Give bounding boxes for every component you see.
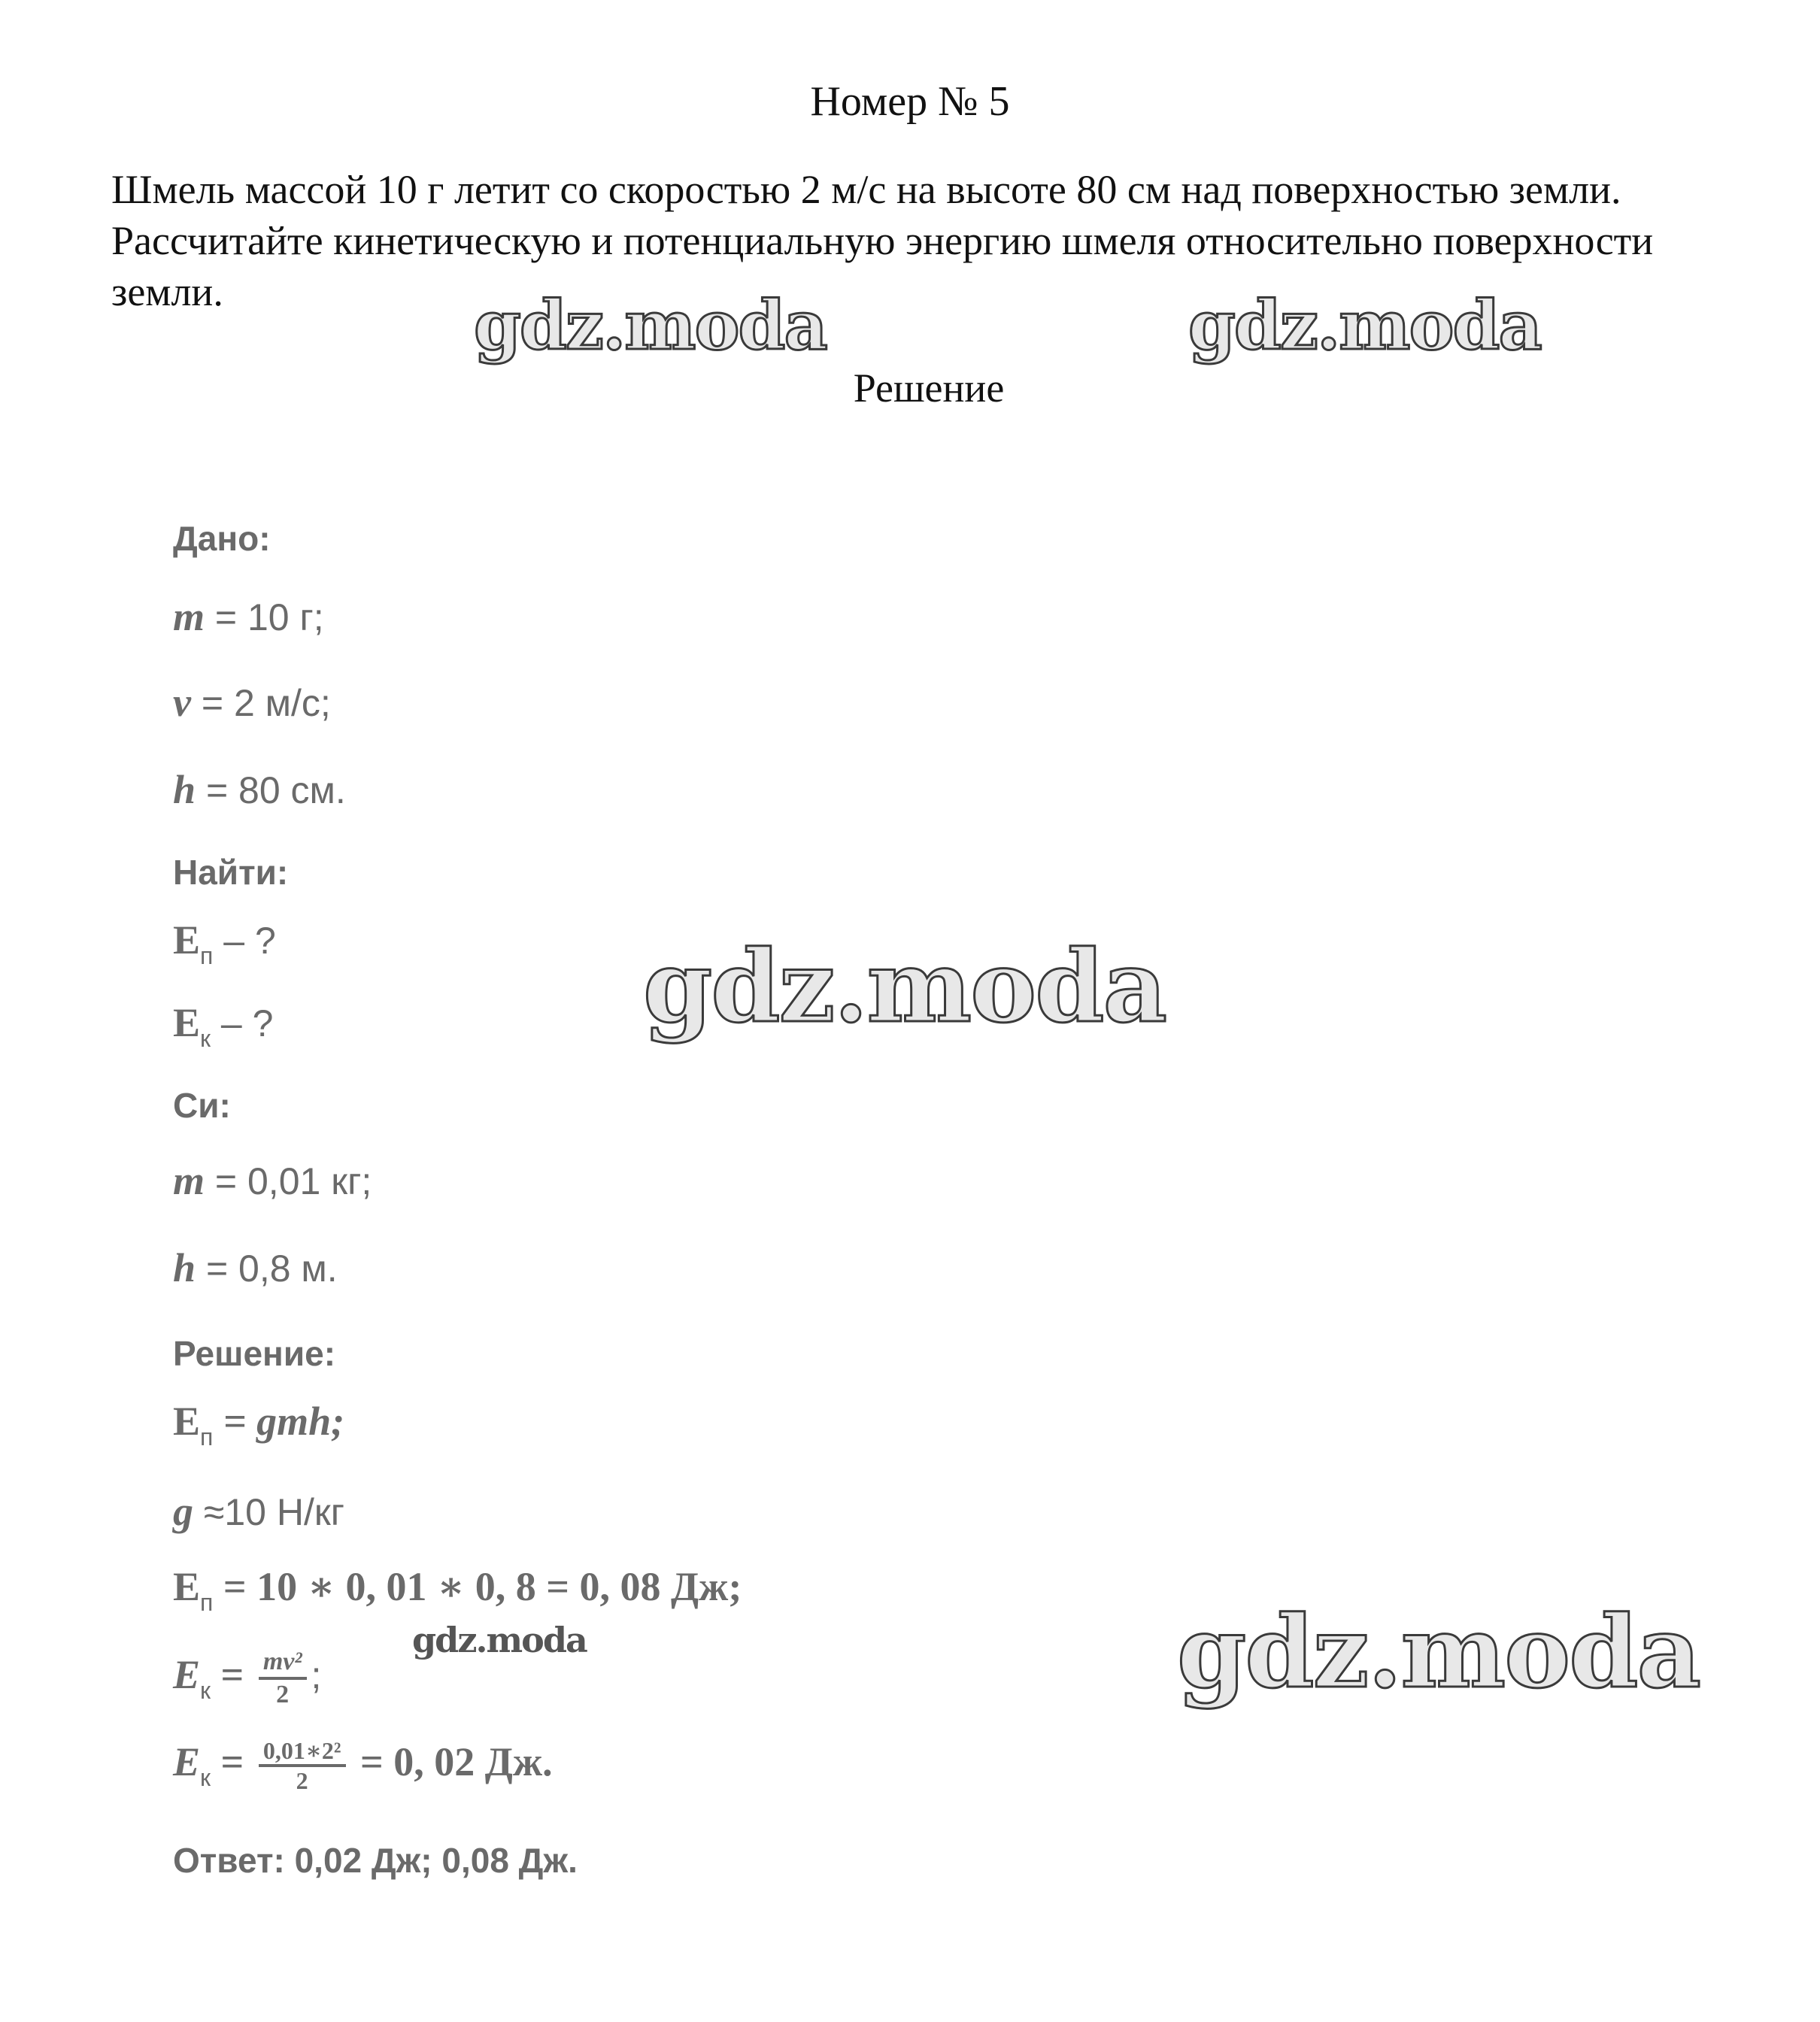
watermark-bottom-right: gdz.moda bbox=[1177, 1594, 1700, 1711]
find-kinetic: $E_к$ – ? bbox=[173, 1000, 274, 1052]
solution-heading: Решение: bbox=[173, 1334, 336, 1373]
fraction-kinetic-value: $\frac{\text{0,01∗2²}}{2}$ bbox=[259, 1737, 346, 1794]
si-heading: Си: bbox=[173, 1086, 231, 1125]
task-text: Шмель массой 10 г летит со скоростью 2 м/с на высоте 80 см над поверхностью земли. Рассчитайте кинетическую и потенциальную энергию шмеля относительно поверхности земли. bbox=[111, 167, 1654, 314]
given-mass: m = 10 г; bbox=[173, 594, 324, 639]
equation-g-value: g ≈10 Н/кг bbox=[173, 1489, 344, 1534]
section-title: Решение bbox=[853, 365, 1005, 411]
given-speed: v = 2 м/с; bbox=[173, 680, 331, 725]
equation-kinetic-value: $E_к$ = $\frac{\text{0,01∗2²}}{2}$ = 0, 02 Дж. bbox=[173, 1737, 553, 1794]
si-height: h = 0,8 м. bbox=[173, 1245, 338, 1290]
equation-potential-formula: $E_п$ = gmh; bbox=[173, 1399, 345, 1451]
find-heading: Найти: bbox=[173, 853, 289, 892]
given-heading: Дано: bbox=[173, 519, 271, 558]
page-title: Номер № 5 bbox=[810, 78, 1010, 125]
watermark-top-right: gdz.moda bbox=[1188, 286, 1541, 365]
si-mass: m = 0,01 кг; bbox=[173, 1158, 372, 1203]
watermark-center: gdz.moda bbox=[643, 929, 1166, 1045]
fraction-mv2-over-2: $\frac{\text{mv²}}{2}$ bbox=[259, 1647, 307, 1710]
watermark-top-left: gdz.moda bbox=[474, 286, 827, 365]
watermark-small: gdz.moda bbox=[412, 1620, 587, 1660]
equation-kinetic-formula: $E_к$ = $\frac{\text{mv²}}{2}$ ; bbox=[173, 1648, 322, 1708]
answer-line: Ответ: 0,02 Дж; 0,08 Дж. bbox=[173, 1841, 578, 1880]
find-potential: $E_п$ – ? bbox=[173, 917, 276, 969]
equation-potential-value: $E_п = 10$ ∗ 0, 01 ∗ 0, 8 = 0, 08 Дж; bbox=[173, 1564, 742, 1616]
given-height: h = 80 см. bbox=[173, 767, 346, 812]
